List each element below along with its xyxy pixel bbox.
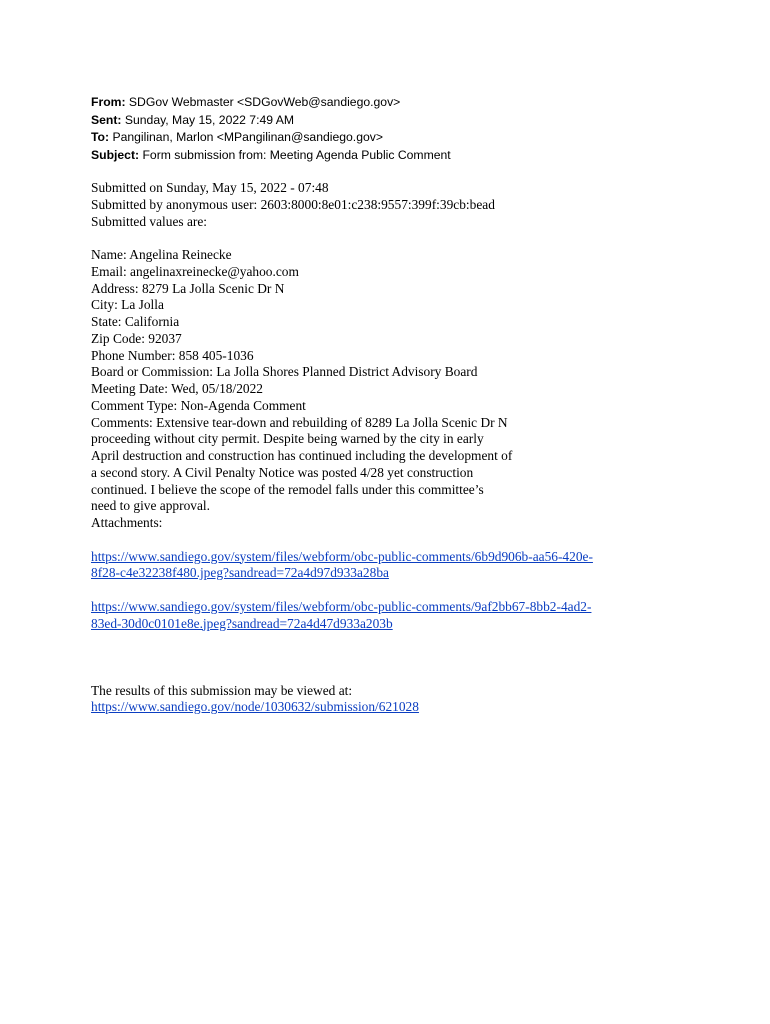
field-address: Address: 8279 La Jolla Scenic Dr N <box>91 280 285 296</box>
comments-line: Comments: Extensive tear-down and rebuilding of 8289 La Jolla Scenic Dr N <box>91 414 508 430</box>
field-comment-type: Comment Type: Non-Agenda Comment <box>91 397 306 413</box>
email-header <box>91 94 451 164</box>
spacer <box>91 582 691 599</box>
field-zip: Zip Code: 92037 <box>91 330 182 346</box>
comments-line: April destruction and construction has continued including the development of <box>91 448 513 463</box>
subject-value: Form submission from: Meeting Agenda Public Comment <box>142 147 451 162</box>
field-phone: Phone Number: 858 405-1036 <box>91 347 254 363</box>
attachment-link-2-part-1[interactable]: https://www.sandiego.gov/system/files/webform/obc-public-comments/9af2bb67-8bb2-4ad2- <box>91 598 592 614</box>
field-meeting-date: Meeting Date: Wed, 05/18/2022 <box>91 381 263 396</box>
sent-label: Sent: <box>91 112 122 127</box>
field-name: Name: Angelina Reinecke <box>91 247 232 262</box>
attachment-link-1-part-1[interactable]: https://www.sandiego.gov/system/files/webform/obc-public-comments/6b9d906b-aa56-420e- <box>91 548 593 564</box>
comments-line: need to give approval. <box>91 498 210 514</box>
subject-line <box>91 147 451 165</box>
comments-line: continued. I believe the scope of the remodel falls under this committee’s <box>91 481 484 497</box>
to-value: Pangilinan, Marlon <MPangilinan@sandiego.gov> <box>112 130 383 144</box>
field-board: Board or Commission: La Jolla Shores Planned District Advisory Board <box>91 364 478 380</box>
from-value: SDGov Webmaster <SDGovWeb@sandiego.gov> <box>128 95 401 109</box>
field-state: State: California <box>91 314 180 329</box>
sent-value: Sunday, May 15, 2022 7:49 AM <box>124 112 295 127</box>
attachment-link-2[interactable] <box>91 599 691 633</box>
spacer <box>91 532 691 549</box>
field-city: City: La Jolla <box>91 297 164 313</box>
from-label: From: <box>91 95 126 109</box>
attachment-link-1[interactable] <box>91 549 691 583</box>
spacer <box>91 632 691 649</box>
comments-line: proceeding without city permit. Despite being warned by the city in early <box>91 431 484 447</box>
spacer <box>91 666 691 683</box>
results-link[interactable]: https://www.sandiego.gov/node/1030632/submission/621028 <box>91 699 419 715</box>
spacer <box>91 230 691 247</box>
field-email: Email: angelinaxreinecke@yahoo.com <box>91 263 299 279</box>
comments-line: a second story. A Civil Penalty Notice was posted 4/28 yet construction <box>91 464 474 480</box>
spacer <box>91 649 691 666</box>
email-body <box>91 180 691 716</box>
submitted-values-line: Submitted values are: <box>91 213 208 229</box>
subject-label: Subject: <box>91 147 140 162</box>
sent-line <box>91 112 451 130</box>
attachments-label: Attachments: <box>91 515 163 530</box>
attachment-link-2-part-2[interactable]: 83ed-30d0c0101e8e.jpeg?sandread=72a4d47d933a203b <box>91 615 393 631</box>
to-label: To: <box>91 130 110 144</box>
submitted-by-line: Submitted by anonymous user: 2603:8000:8e01:c238:9557:399f:39cb:bead <box>91 196 495 212</box>
from-line <box>91 94 451 112</box>
attachment-link-1-part-2[interactable]: 8f28-c4e32238f480.jpeg?sandread=72a4d97d933a28ba <box>91 565 389 581</box>
results-text: The results of this submission may be viewed at: <box>91 682 353 698</box>
to-line <box>91 129 451 147</box>
submitted-on-line: Submitted on Sunday, May 15, 2022 - 07:48 <box>91 180 329 195</box>
